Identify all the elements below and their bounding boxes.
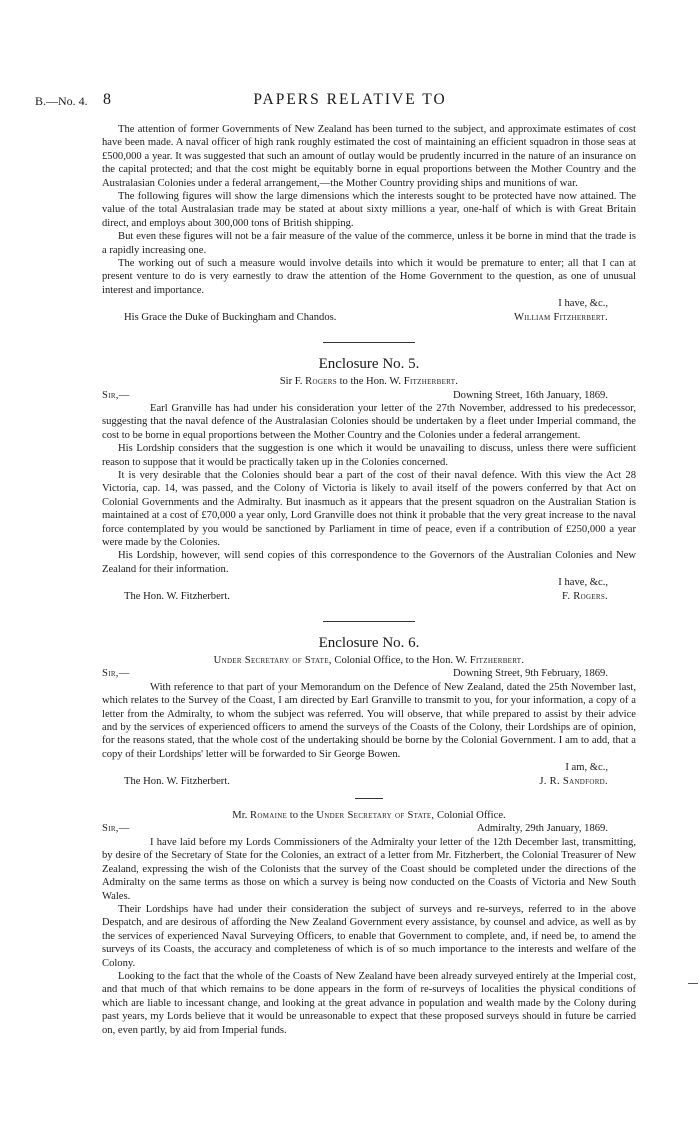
closing-line: I have, &c., (558, 298, 608, 310)
paragraph: His Lordship, however, will send copies of this correspondence to the Governors of the Australian Colonies and New Zealand for their information. (102, 550, 636, 575)
paragraph: His Lordship considers that the suggestion is one which it would be unavailing to discuss, unless there were sufficient reason to suppose that it would be practically taken up in the Colonies concerned. (102, 443, 636, 468)
subtitle-name: Rogers (305, 376, 337, 388)
subtitle-name: Under Secretary of State, (213, 655, 332, 666)
subtitle-name: Fitzherbert. (403, 376, 459, 388)
paragraph: I have laid before my Lords Commissioners of the Admiralty your letter of the 12th December last, transmitting, by desire of the Secretary of State for the Colonies, an extract of a letter from Mr. Fitzherbert, the Colonial Treasurer of New Zealand, expressing the wish of the Colonists that the survey of the Coast should be completed under the directions of the Admiralty on the same terms as those on which a survey is being now conducted on the Coasts of Victoria and New South Wales. (102, 836, 636, 902)
paragraph: Looking to the fact that the whole of the Coasts of New Zealand have been already surveyed entirely at the Imperial cost, and that much of that which remains to be done appears in the form of re-surveys of localities the physical conditions of which are liable to incessant change, and looking at the great advance in population and wealth made by the Colony during past years, my Lords believe that it would be unreasonable to expect that these proposed surveys should in future be carried on, even partly, by aid from Imperial funds. (102, 970, 636, 1036)
enclosure-subtitle (102, 375, 636, 388)
margin-mark (688, 983, 698, 984)
subtitle-part: to the Hon. W. (339, 376, 402, 388)
addressee: His Grace the Duke of Buckingham and Chandos. (124, 311, 337, 323)
salutation-row (102, 822, 636, 835)
page-body (102, 123, 636, 1037)
section-divider (323, 621, 415, 622)
subtitle-part: Colonial Office. (437, 810, 506, 822)
subtitle-part: Sir F. (279, 376, 303, 388)
signature: F. Rogers. (561, 590, 608, 602)
enclosure-5 (102, 355, 636, 603)
page-number: 8 (103, 91, 111, 108)
dateline: Admiralty, 29th January, 1869. (476, 823, 608, 835)
short-divider (355, 798, 383, 799)
closing-line: I have, &c., (558, 577, 608, 589)
admiralty-letter (102, 809, 636, 1037)
running-header (0, 92, 700, 110)
paragraph: With reference to that part of your Memorandum on the Defence of New Zealand, dated the 25th November last, which relates to the Survey of the Coast, I am directed by Earl Granville to transmit to you, for your information, a copy of a letter from the Admiralty, to whom the subject was referred. You will observe, that while prepared to assist by their advice and by the services of experienced officers to amend the surveys of the Coasts of the Colony, their Lordships are of opinion, for the reasons stated, that the whole cost of the undertaking should be borne by the Colonial Government. I am to add, that a copy of their Lordships' letter will be forwarded to Sir George Bowen. (102, 681, 636, 760)
enclosure-6 (102, 634, 636, 788)
dateline: Downing Street, 9th February, 1869. (453, 668, 608, 680)
paragraph: Earl Granville has had under his consideration your letter of the 27th November, addressed to his predecessor, suggesting that the naval defence of the Australasian Colonies should be undertaken by a fleet under Imperial command, the cost to be borne in equal proportions between the Mother Country and the Colonies under a federal arrangement. (102, 402, 636, 441)
addressee: The Hon. W. Fitzherbert. (124, 590, 230, 602)
paragraph: Their Lordships have had under their consideration the subject of surveys and re-surveys, referred to in the above Despatch, and are desirous of affording the New Zealand Government every assistance, by counsel and advice, as well as by the services of experienced Naval Surveying Officers, to enable that Government to complete, and, if need be, to amend the surveys of its Coasts, the accuracy and completeness of which is of so much importance to the interests and welfare of the Colony. (102, 903, 636, 969)
section-divider (323, 342, 415, 343)
paragraph: The following figures will show the large dimensions which the interests sought to be protected have now attained. The value of the total Australasian trade may be stated at about sixty millions a year, one-half of which is with Great Britain direct, and employs about 300,000 tons of British shipping. (102, 191, 636, 229)
salutation: Sir,— (102, 668, 130, 680)
subtitle-part: Colonial Office, to the Hon. W. (334, 655, 468, 666)
subtitle-name: Fitzherbert. (469, 655, 525, 666)
signature-row (102, 775, 636, 788)
subtitle-part: Mr. (232, 810, 248, 822)
salutation: Sir,— (102, 823, 130, 835)
page-title: PAPERS RELATIVE TO (253, 91, 447, 108)
subtitle-name: Under Secretary of State, (316, 810, 435, 822)
enclosure-title: Enclosure No. 5. (318, 356, 420, 373)
letter-subtitle (102, 809, 636, 822)
paragraph: The attention of former Governments of New Zealand has been turned to the subject, and approximate estimates of cost have been made. A naval officer of high rank roughly estimated the cost of maintaining an efficient squadron in those seas at £500,000 a year. It was suggested that such an amount of outlay would be prudently incurred in the nature of an insurance on the capital protected; and that the cost might be equitably borne in equal proportions between the Mother Country and the Australasian Colonies under a federal arrangement,—the Mother Country providing ships and munitions of war. (102, 124, 636, 189)
letter-continuation (102, 123, 636, 324)
signature: William Fitzherbert. (513, 311, 608, 323)
subtitle-name: Romaine (249, 810, 288, 822)
signature-row (102, 311, 636, 324)
paragraph: But even these figures will not be a fair measure of the value of the commerce, unless it be borne in mind that the trade is a rapidly increasing one. (102, 231, 636, 256)
document-reference: B.—No. 4. (35, 94, 88, 108)
addressee: The Hon. W. Fitzherbert. (124, 775, 230, 787)
salutation-row (102, 667, 636, 680)
subtitle-part: to the (289, 810, 314, 822)
salutation-row (102, 389, 636, 402)
paragraph: It is very desirable that the Colonies should bear a part of the cost of their naval defence. With this view the Act 28 Victoria, cap. 14, was passed, and the Colony of Victoria is likely to avail itself of the powers conferred by that Act on Colonial Governments and the Admiralty. But inasmuch as it appears that the present squadron on the Australian Station is maintained at a cost of £70,000 a year only, Lord Granville does not think it probable that the very great increase to the naval force contemplated by you would be sanctioned by Parliament in time of peace, even if a contribution of £250,000 a year were made by the Colonies. (102, 469, 636, 548)
signature: J. R. Sandford. (539, 775, 608, 787)
salutation: Sir,— (102, 389, 130, 401)
enclosure-title: Enclosure No. 6. (318, 635, 420, 651)
paragraph: The working out of such a measure would involve details into which it would be premature to enter; all that I can at present venture to do is very earnestly to draw the attention of the Home Government to the question, as one of unusual interest and importance. (102, 258, 636, 296)
signature-row (102, 590, 636, 603)
enclosure-subtitle (102, 654, 636, 667)
closing-line: I am, &c., (565, 762, 608, 774)
dateline: Downing Street, 16th January, 1869. (453, 389, 608, 401)
